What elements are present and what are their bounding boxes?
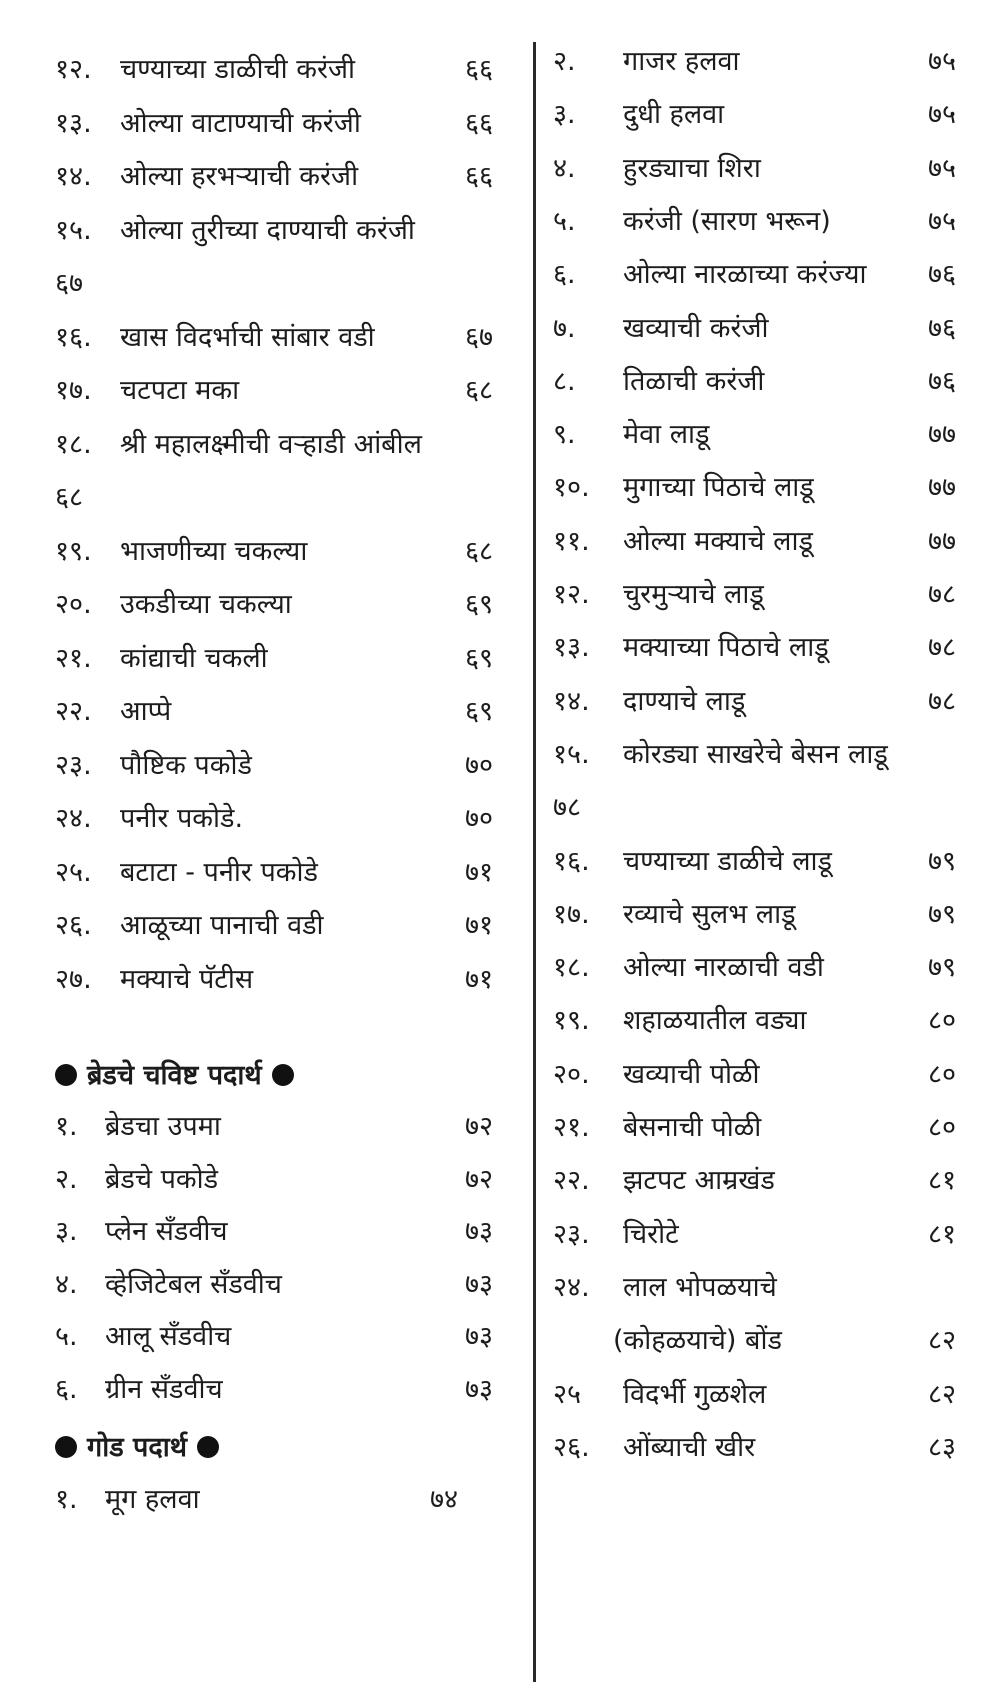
entry-page: ८२ xyxy=(928,1325,957,1357)
entry-number: १७. xyxy=(55,375,92,406)
entry-page: ७५ xyxy=(928,152,957,184)
index-entry xyxy=(553,522,973,562)
entry-number: २१. xyxy=(55,642,92,674)
index-entry xyxy=(55,1212,525,1252)
index-entry xyxy=(553,1161,973,1201)
entry-page: ७१ xyxy=(465,856,494,888)
entry-page: ७९ xyxy=(928,845,957,877)
bread-section-heading xyxy=(55,1056,294,1096)
entry-page: ६९ xyxy=(465,696,494,727)
entry-number: १५. xyxy=(553,738,590,770)
entry-number: २०. xyxy=(553,1058,590,1090)
entry-number: १९. xyxy=(553,1005,590,1037)
entry-page: ६९ xyxy=(465,642,494,674)
entry-number: १७. xyxy=(553,898,590,930)
entry-page: ६६ xyxy=(465,161,494,192)
entry-title: खव्याची करंजी xyxy=(623,312,769,344)
entry-number: ७. xyxy=(553,312,576,344)
entry-page: ८० xyxy=(928,1112,957,1143)
entry-page-continued: ६७ xyxy=(55,268,84,299)
entry-title: मक्याचे पॅटीस xyxy=(120,963,254,995)
entry-number: ११. xyxy=(553,525,590,557)
entry-page: ७६ xyxy=(928,259,957,291)
index-entry xyxy=(55,157,525,197)
index-entry xyxy=(55,799,525,839)
index-entry xyxy=(553,202,973,242)
entry-page: ८१ xyxy=(928,1165,957,1197)
entry-page: ७८ xyxy=(928,632,957,664)
index-entry xyxy=(553,682,973,722)
entry-page: ८३ xyxy=(928,1431,957,1463)
entry-title: दाण्याचे लाडू xyxy=(623,685,746,717)
entry-page: ६८ xyxy=(465,375,494,406)
entry-title: ओंब्याची खीर xyxy=(623,1431,756,1463)
entry-title: भाजणीच्या चकल्या xyxy=(120,535,308,567)
entry-page: ७३ xyxy=(465,1216,494,1247)
entry-title: चिरोटे xyxy=(623,1218,679,1250)
entry-title: बेसनाची पोळी xyxy=(623,1112,762,1143)
entry-page: ७९ xyxy=(928,952,957,984)
index-entry xyxy=(553,895,973,935)
index-entry xyxy=(553,1055,973,1095)
entry-title: मुगाच्या पिठाचे लाडू xyxy=(623,472,814,504)
index-entry xyxy=(55,264,525,304)
entry-title: ब्रेडचे पकोडे xyxy=(105,1163,219,1195)
index-entry xyxy=(553,1001,973,1041)
entry-page-continued: ६८ xyxy=(55,482,84,513)
index-entry xyxy=(553,842,973,882)
entry-number: ३. xyxy=(55,1216,78,1247)
index-entry xyxy=(55,906,525,946)
entry-page: ७५ xyxy=(928,205,957,237)
bullet-icon xyxy=(197,1436,219,1458)
entry-title: लाल भोपळयाचे xyxy=(623,1271,777,1303)
index-entry xyxy=(55,746,525,786)
entry-title: ओल्या नारळाच्या करंज्या xyxy=(623,259,867,291)
entry-page: ७८ xyxy=(928,579,957,610)
entry-page-continued: ७८ xyxy=(553,792,582,824)
entry-title: तिळाची करंजी xyxy=(623,365,765,397)
entry-page: ७६ xyxy=(928,312,957,344)
entry-number: १. xyxy=(55,1111,78,1142)
entry-title: ओल्या वाटाण्याची करंजी xyxy=(120,107,361,139)
index-entry xyxy=(55,478,525,518)
entry-title: ओल्या मक्याचे लाडू xyxy=(623,525,813,557)
index-entry xyxy=(55,371,525,411)
index-entry xyxy=(55,211,525,251)
entry-title: झटपट आम्रखंड xyxy=(623,1165,775,1197)
entry-title: बटाटा - पनीर पकोडे xyxy=(120,856,318,888)
entry-page: ७७ xyxy=(928,419,957,451)
entry-number: १४. xyxy=(55,161,92,192)
entry-number: ५. xyxy=(553,205,576,237)
index-entry xyxy=(55,50,525,90)
entry-number: २३. xyxy=(55,749,92,781)
entry-number: ६. xyxy=(553,259,576,291)
entry-number: १. xyxy=(55,1484,78,1515)
entry-title: चण्याच्या डाळीचे लाडू xyxy=(623,845,832,877)
entry-title: खास विदर्भाची सांबार वडी xyxy=(120,321,375,353)
entry-page: ७३ xyxy=(465,1373,494,1405)
index-entry xyxy=(553,788,973,828)
entry-page: ७३ xyxy=(465,1268,494,1300)
index-entry xyxy=(553,735,973,775)
index-entry xyxy=(553,948,973,988)
entry-page: ७८ xyxy=(928,685,957,717)
entry-page: ८२ xyxy=(928,1378,957,1410)
entry-number: २६. xyxy=(553,1431,590,1463)
entry-title: विदर्भी गुळशेल xyxy=(623,1378,767,1410)
index-entry xyxy=(553,255,973,295)
entry-number: १०. xyxy=(553,472,590,504)
index-entry xyxy=(553,1321,973,1361)
entry-title: चण्याच्या डाळीची करंजी xyxy=(120,54,356,85)
entry-page: ७५ xyxy=(928,99,957,131)
entry-page: ७१ xyxy=(465,963,494,995)
entry-number: १३. xyxy=(55,107,92,139)
index-entry xyxy=(553,1375,973,1415)
entry-page: ७० xyxy=(465,803,494,834)
entry-number: २२. xyxy=(553,1165,590,1197)
entry-title: प्लेन सँडवीच xyxy=(105,1216,228,1247)
index-entry xyxy=(55,639,525,679)
index-entry xyxy=(55,1480,525,1520)
entry-page: ७४ xyxy=(430,1484,459,1515)
entry-title: मक्याच्या पिठाचे लाडू xyxy=(623,632,829,664)
entry-title: करंजी (सारण भरून) xyxy=(623,205,831,237)
entry-title: (कोहळयाचे) बोंड xyxy=(613,1325,782,1357)
entry-number: १२. xyxy=(55,54,92,85)
entry-title: चटपटा मका xyxy=(120,375,240,406)
entry-page: ६७ xyxy=(465,321,494,353)
entry-title: शहाळयातील वड्या xyxy=(623,1005,807,1037)
entry-title: मूग हलवा xyxy=(105,1484,200,1515)
index-entry xyxy=(55,585,525,625)
entry-number: २५ xyxy=(553,1378,582,1410)
entry-title: मेवा लाडू xyxy=(623,419,710,451)
entry-page: ७० xyxy=(465,749,494,781)
entry-page: ७९ xyxy=(928,898,957,930)
entry-number: ८. xyxy=(553,365,576,397)
entry-page: ८० xyxy=(928,1058,957,1090)
entry-number: १५. xyxy=(55,214,92,246)
entry-title: उकडीच्या चकल्या xyxy=(120,589,292,620)
index-entry xyxy=(553,1215,973,1255)
index-entry xyxy=(55,532,525,572)
index-entry xyxy=(55,960,525,1000)
index-entry xyxy=(553,415,973,455)
entry-page: ७२ xyxy=(465,1163,494,1195)
entry-page: ७७ xyxy=(928,525,957,557)
entry-title: खव्याची पोळी xyxy=(623,1058,760,1090)
entry-number: १६. xyxy=(55,321,92,353)
index-entry xyxy=(55,853,525,893)
index-entry xyxy=(553,95,973,135)
entry-title: ओल्या नारळाची वडी xyxy=(623,952,824,984)
entry-title: हुरड्याचा शिरा xyxy=(623,152,761,184)
entry-number: ६. xyxy=(55,1373,78,1405)
entry-number: २. xyxy=(55,1163,78,1195)
entry-title: आलू सँडवीच xyxy=(105,1321,232,1352)
entry-number: ४. xyxy=(55,1268,78,1300)
index-entry xyxy=(553,628,973,668)
entry-page: ६९ xyxy=(465,589,494,620)
entry-page: ८१ xyxy=(928,1218,957,1250)
sweet-section-heading xyxy=(55,1428,219,1468)
index-entry xyxy=(55,1370,525,1410)
entry-page: ६६ xyxy=(465,54,494,85)
entry-number: १४. xyxy=(553,685,590,717)
index-entry xyxy=(55,104,525,144)
entry-title: गाजर हलवा xyxy=(623,46,740,77)
bullet-icon xyxy=(55,1064,77,1086)
entry-number: २३. xyxy=(553,1218,590,1250)
entry-number: १६. xyxy=(553,845,590,877)
entry-page: ७६ xyxy=(928,365,957,397)
entry-page: ७७ xyxy=(928,472,957,504)
entry-number: १२. xyxy=(553,579,590,610)
entry-title: ओल्या तुरीच्या दाण्याची करंजी xyxy=(120,214,415,246)
entry-number: २५. xyxy=(55,856,92,888)
entry-page: ६८ xyxy=(465,535,494,567)
entry-title: ओल्या हरभऱ्याची करंजी xyxy=(120,161,359,192)
entry-title: ब्रेडचा उपमा xyxy=(105,1111,221,1142)
entry-title: दुधी हलवा xyxy=(623,99,725,131)
entry-title: व्हेजिटेबल सँडवीच xyxy=(105,1268,282,1300)
entry-title: आप्पे xyxy=(120,696,172,727)
index-entry xyxy=(553,149,973,189)
entry-number: ४. xyxy=(553,152,576,184)
entry-page: ६६ xyxy=(465,107,494,139)
entry-number: २१. xyxy=(553,1112,590,1143)
index-entry xyxy=(55,1160,525,1200)
index-entry xyxy=(55,318,525,358)
entry-number: २४. xyxy=(553,1271,590,1303)
index-entry xyxy=(553,309,973,349)
entry-title: ग्रीन सँडवीच xyxy=(105,1373,223,1405)
entry-title: पनीर पकोडे. xyxy=(120,803,244,834)
entry-page: ७२ xyxy=(465,1111,494,1142)
column-divider xyxy=(533,42,536,1682)
entry-number: ३. xyxy=(553,99,576,131)
entry-title: कांद्याची चकली xyxy=(120,642,268,674)
entry-number: ५. xyxy=(55,1321,78,1352)
index-entry xyxy=(55,692,525,732)
entry-page: ८० xyxy=(928,1005,957,1037)
index-entry xyxy=(553,1268,973,1308)
entry-title: चुरमुऱ्याचे लाडू xyxy=(623,579,764,610)
index-entry xyxy=(55,1265,525,1305)
entry-title: रव्याचे सुलभ लाडू xyxy=(623,898,796,930)
entry-page: ७५ xyxy=(928,46,957,77)
entry-number: २४. xyxy=(55,803,92,834)
bullet-icon xyxy=(55,1436,77,1458)
entry-title: कोरड्या साखरेचे बेसन लाडू xyxy=(623,738,888,770)
index-entry xyxy=(553,42,973,82)
entry-number: २७. xyxy=(55,963,92,995)
index-entry xyxy=(55,425,525,465)
entry-number: ९. xyxy=(553,419,576,451)
entry-number: १३. xyxy=(553,632,590,664)
bread-heading-text: ब्रेडचे चविष्ट पदार्थ xyxy=(87,1060,262,1091)
entry-number: १८. xyxy=(553,952,590,984)
index-entry xyxy=(55,1107,525,1147)
index-entry xyxy=(55,1317,525,1357)
entry-page: ७१ xyxy=(465,910,494,941)
index-entry xyxy=(553,1108,973,1148)
index-entry xyxy=(553,362,973,402)
entry-title: आळूच्या पानाची वडी xyxy=(120,910,324,941)
index-entry xyxy=(553,1428,973,1468)
entry-number: २६. xyxy=(55,910,92,941)
index-entry xyxy=(553,575,973,615)
entry-number: २२. xyxy=(55,696,92,727)
entry-number: १९. xyxy=(55,535,92,567)
bullet-icon xyxy=(272,1064,294,1086)
index-entry xyxy=(553,468,973,508)
entry-title: श्री महालक्ष्मीची वऱ्हाडी आंबील xyxy=(120,428,422,460)
entry-number: १८. xyxy=(55,428,92,460)
entry-title: पौष्टिक पकोडे xyxy=(120,749,252,781)
entry-number: २. xyxy=(553,46,576,77)
entry-page: ७३ xyxy=(465,1321,494,1352)
entry-number: २०. xyxy=(55,589,92,620)
sweet-heading-text: गोड पदार्थ xyxy=(87,1432,187,1463)
